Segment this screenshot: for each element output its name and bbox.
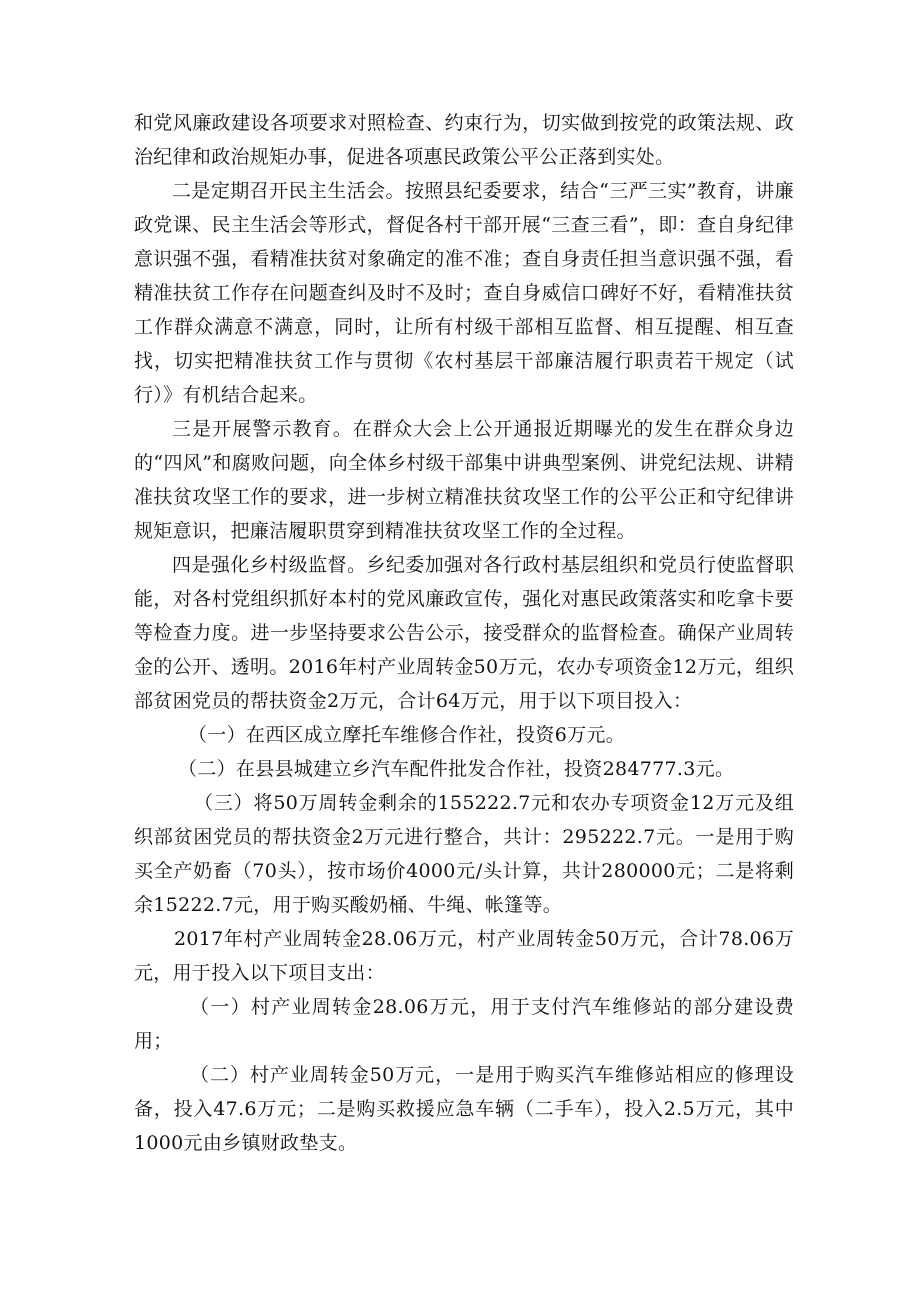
paragraph-continuation: 和党风廉政建设各项要求对照检查、约束行为，切实做到按党的政策法规、政治纪律和政治规矩办事，促进各项惠民政策公平公正落到实处。 [134, 112, 794, 168]
paragraph-democratic-life-meeting: 二是定期召开民主生活会。按照县纪委要求，结合“三严三实”教育，讲廉政党课、民主生活会等形式，督促各村干部开展“三查三看”，即：查自身纪律意识强不强，看精准扶贫对象确定的准不准；查自身责任担当意识强不强，看精准扶贫工作存在问题查纠及时不及时；查自身威信口碑好不好，看精准扶贫工作群众满意不满意，同时，让所有村级干部相互监督、相互提醒、相互查找，切实把精准扶贫工作与贯彻《农村基层干部廉洁履行职责若干规定（试行）》有机结合起来。 [134, 180, 794, 406]
paragraph-2017-item-1: （一）村产业周转金28.06万元，用于支付汽车维修站的部分建设费用； [134, 996, 794, 1052]
paragraph-warning-education: 三是开展警示教育。在群众大会上公开通报近期曝光的发生在群众身边的“四风”和腐败问题，向全体乡村级干部集中讲典型案例、讲党纪法规、讲精准扶贫攻坚工作的要求，进一步树立精准扶贫攻坚工作的公平公正和守纪律讲规矩意识，把廉洁履职贯穿到精准扶贫攻坚工作的全过程。 [134, 418, 794, 542]
paragraph-village-supervision: 四是强化乡村级监督。乡纪委加强对各行政村基层组织和党员行使监督职能，对各村党组织抓好本村的党风廉政宣传，强化对惠民政策落实和吃拿卡要等检查力度。进一步坚持要求公告公示，接受群众的监督检查。确保产业周转金的公开、透明。2016年村产业周转金50万元，农办专项资金12万元，组织部贫困党员的帮扶资金2万元，合计64万元，用于以下项目投入： [134, 554, 794, 712]
document-body [134, 106, 794, 1160]
paragraph-2017-funds: 2017年村产业周转金28.06万元，村产业周转金50万元，合计78.06万元，用于投入以下项目支出： [134, 928, 794, 984]
paragraph-item-fund-integration: （三）将50万周转金剩余的155222.7元和农办专项资金12万元及组织部贫困党员的帮扶资金2万元进行整合，共计：295222.7元。一是用于购买全产奶畜（70头），按市场价4000元/头计算，共计280000元；二是将剩余15222.7元，用于购买酸奶桶、牛绳、帐篷等。 [134, 792, 794, 916]
paragraph-item-motorcycle-coop: （一）在西区成立摩托车维修合作社，投资6万元。 [188, 724, 625, 746]
paragraph-item-auto-parts-coop: （二）在县县城建立乡汽车配件批发合作社，投资284777.3元。 [178, 758, 735, 780]
paragraph-2017-item-2: （二）村产业周转金50万元，一是用于购买汽车维修站相应的修理设备，投入47.6万元；二是购买救援应急车辆（二手车），投入2.5万元，其中1000元由乡镇财政垫支。 [134, 1064, 794, 1154]
